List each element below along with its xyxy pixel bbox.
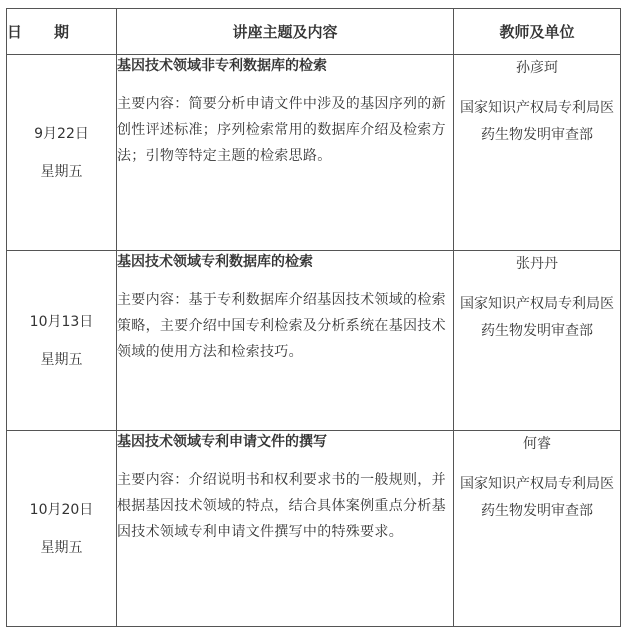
lecture-weekday: 星期五 bbox=[40, 539, 83, 556]
teacher-name: 孙彦珂 bbox=[516, 60, 558, 76]
lecture-title: 基因技术领域非专利数据库的检索 bbox=[117, 58, 327, 74]
teacher-name: 张丹丹 bbox=[516, 256, 558, 272]
date-cell bbox=[7, 251, 117, 431]
lecture-date: 9月22日 bbox=[34, 125, 89, 142]
teacher-column-header: 教师及单位 bbox=[454, 9, 621, 55]
topic-cell bbox=[117, 55, 454, 251]
lecture-content: 主要内容：基于专利数据库介绍基因技术领域的检索策略，主要介绍中国专利检索及分析系统在基因技术领域的使用方法和检索技巧。 bbox=[117, 292, 446, 360]
topic-column-header: 讲座主题及内容 bbox=[117, 9, 454, 55]
lecture-date: 10月13日 bbox=[29, 313, 94, 330]
topic-cell bbox=[117, 251, 454, 431]
lecture-schedule-table bbox=[6, 8, 621, 627]
lecture-date: 10月20日 bbox=[29, 501, 94, 518]
lecture-content: 主要内容：简要分析申请文件中涉及的基因序列的新创性评述标准；序列检索常用的数据库介绍及检索方法；引物等特定主题的检索思路。 bbox=[117, 96, 446, 164]
date-header-char-2: 期 bbox=[54, 23, 70, 41]
table-row bbox=[7, 55, 621, 251]
header-row bbox=[7, 9, 621, 55]
lecture-weekday: 星期五 bbox=[40, 351, 83, 368]
teacher-unit: 国家知识产权局专利局医药生物发明审查部 bbox=[460, 476, 614, 519]
teacher-name: 何睿 bbox=[523, 436, 551, 452]
lecture-title: 基因技术领域专利申请文件的撰写 bbox=[117, 434, 327, 450]
table-row bbox=[7, 431, 621, 627]
date-column-header bbox=[7, 9, 117, 55]
teacher-cell bbox=[454, 55, 621, 251]
date-cell bbox=[7, 431, 117, 627]
date-header-char-1: 日 bbox=[7, 23, 23, 41]
topic-cell bbox=[117, 431, 454, 627]
table-row bbox=[7, 251, 621, 431]
teacher-cell bbox=[454, 251, 621, 431]
teacher-cell bbox=[454, 431, 621, 627]
date-cell bbox=[7, 55, 117, 251]
lecture-content: 主要内容：介绍说明书和权利要求书的一般规则，并根据基因技术领域的特点，结合具体案例重点分析基因技术领域专利申请文件撰写中的特殊要求。 bbox=[117, 472, 446, 540]
teacher-unit: 国家知识产权局专利局医药生物发明审查部 bbox=[460, 100, 614, 143]
teacher-unit: 国家知识产权局专利局医药生物发明审查部 bbox=[460, 296, 614, 339]
lecture-title: 基因技术领域专利数据库的检索 bbox=[117, 254, 313, 270]
lecture-weekday: 星期五 bbox=[40, 163, 83, 180]
